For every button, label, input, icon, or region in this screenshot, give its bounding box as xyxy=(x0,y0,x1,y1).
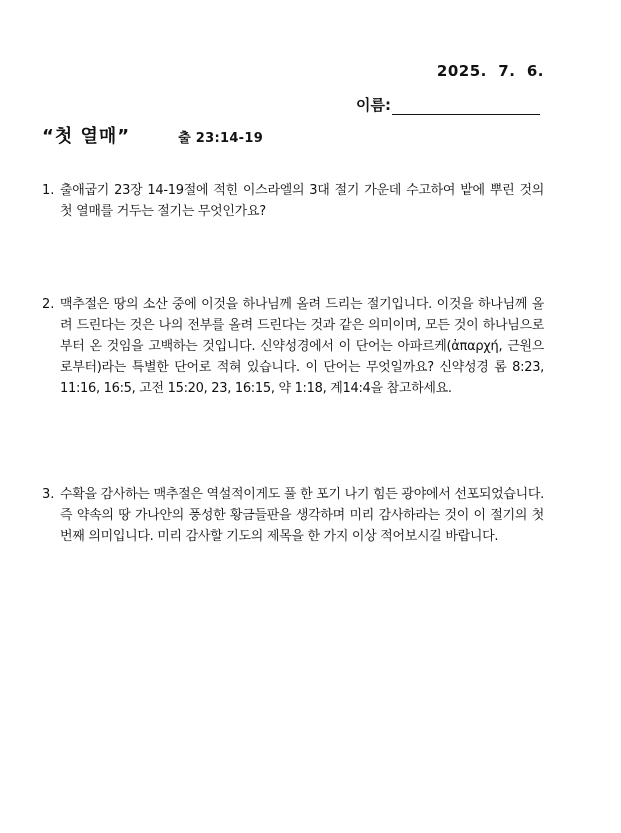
question-text: 수확을 감사하는 맥추절은 역설적이게도 풀 한 포기 나기 힘든 광야에서 선포되었습니다. 즉 약속의 땅 가나안의 풍성한 황금들판을 생각하며 미리 감사하라는 것이 이 절기의 첫 번째 의미입니다. 미리 감사할 기도의 제목을 한 가지 이상 적어보시길 바랍니다. xyxy=(60,487,544,544)
title-row xyxy=(42,122,263,148)
sermon-title: “첫 열매” xyxy=(42,126,131,147)
question-number: 2. xyxy=(42,297,55,312)
question-number: 3. xyxy=(42,487,55,502)
question-1 xyxy=(42,180,544,222)
scripture-reference: 출 23:14-19 xyxy=(178,131,264,146)
question-3 xyxy=(42,484,544,547)
name-blank-line xyxy=(392,96,540,115)
question-number: 1. xyxy=(42,183,55,198)
date: 2025. 7. 6. xyxy=(436,62,544,80)
name-label: 이름: xyxy=(356,96,391,114)
question-2 xyxy=(42,294,544,399)
name-field xyxy=(356,94,540,115)
question-text: 맥추절은 땅의 소산 중에 이것을 하나님께 올려 드리는 절기입니다. 이것을 하나님께 올려 드린다는 것은 나의 전부를 올려 드린다는 것과 같은 의미이며, 모든 것이 하나님으로부터 온 것임을 고백하는 것입니다. 신약성경에서 이 단어는 아파르케(ἀπαρχή, 근원으로부터)라는 특별한 단어로 적혀 있습니다. 이 단어는 무엇일까요? 신약성경 롬 8:23, 11:16, 16:5, 고전 15:20, 23, 16:15, 약 1:18, 계14:4을 참고하세요. xyxy=(60,297,544,396)
question-text: 출애굽기 23장 14-19절에 적힌 이스라엘의 3대 절기 가운데 수고하여 밭에 뿌린 것의 첫 열매를 거두는 절기는 무엇인가요? xyxy=(60,183,544,219)
